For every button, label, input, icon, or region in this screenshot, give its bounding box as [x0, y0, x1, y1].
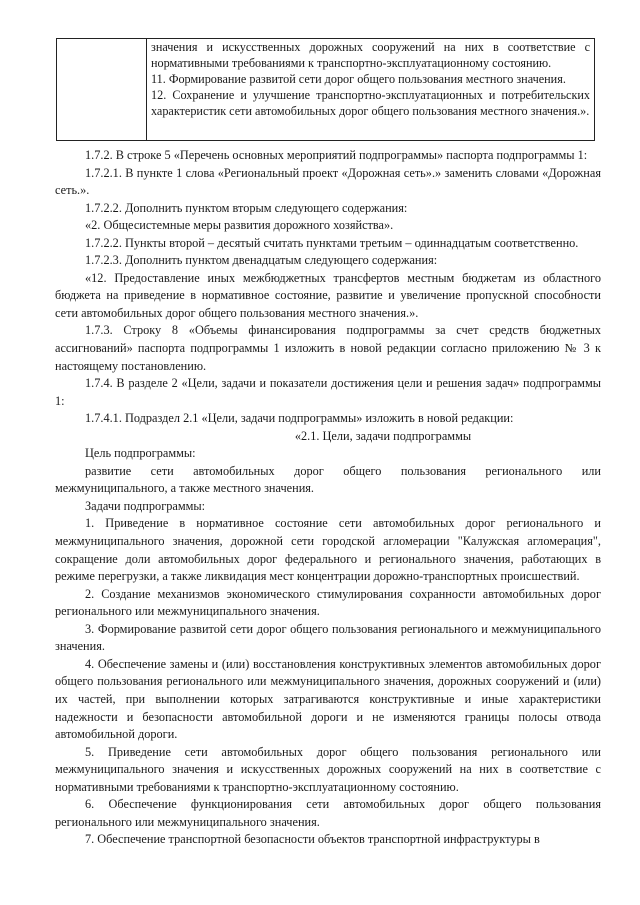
- paragraph: 1.7.2. В строке 5 «Перечень основных мероприятий подпрограммы» паспорта подпрограммы 1:: [85, 148, 588, 162]
- paragraph: 1.7.2.1. В пункте 1 слова «Региональный проект «Дорожная сеть».» заменить словами «Дорожная сеть.».: [55, 165, 601, 198]
- section-heading: «2.1. Цели, задачи подпрограммы: [294, 428, 472, 443]
- paragraph: Задачи подпрограммы:: [85, 498, 206, 513]
- paragraph: развитие сети автомобильных дорог общего пользования регионального или межмуниципального, а также местного значения.: [55, 463, 601, 496]
- paragraph: 1.7.4.1. Подраздел 2.1 «Цели, задачи подпрограммы» изложить в новой редакции:: [85, 411, 514, 426]
- paragraph: 1.7.2.2. Дополнить пунктом вторым следующего содержания:: [85, 200, 408, 215]
- paragraph: 1.7.4. В разделе 2 «Цели, задачи и показатели достижения цели и решения задач» подпрограммы 1:: [55, 376, 601, 408]
- table-line: 12. Сохранение и улучшение транспортно-эксплуатационных и потребительских характеристик сети автомобильных дорог общего пользования местного значения.».: [151, 88, 590, 118]
- table-empty-cell: [57, 39, 147, 140]
- paragraph: 6. Обеспечение функционирования сети автомобильных дорог общего пользования регионального или межмуниципального значения.: [55, 797, 601, 829]
- table-line: значения и искусственных дорожных сооружений на них в соответствие с нормативными требованиями к транспортно-эксплуатационному состоянию.: [151, 40, 590, 70]
- table-fragment: [56, 38, 595, 141]
- body-text: [55, 147, 601, 849]
- paragraph: 2. Создание механизмов экономического стимулирования сохранности автомобильных дорог регионального или межмуниципального значения.: [55, 586, 601, 619]
- paragraph: 7. Обеспечение транспортной безопасности объектов транспортной инфраструктуры в: [85, 832, 540, 847]
- paragraph: «2. Общесистемные меры развития дорожного хозяйства».: [85, 218, 394, 233]
- table-line: 11. Формирование развитой сети дорог общего пользования местного значения.: [151, 72, 566, 86]
- paragraph: 1. Приведение в нормативное состояние сети автомобильных дорог регионального и межмуниципального значения, дорожной сети городской агломерации "Калужская агломерация", сокращение доли автомобильных дорог федерального и регионального значения, работающих в режиме перегрузки, а также ликвидация мест концентрации дорожно-транспортных происшествий.: [55, 516, 601, 584]
- paragraph: «12. Предоставление иных межбюджетных трансфертов местным бюджетам из областного бюджета на приведение в нормативное состояние, развитие и увеличение пропускной способности сети автомобильных дорог общего пользования местного значения.».: [55, 270, 601, 320]
- paragraph: Цель подпрограммы:: [85, 446, 196, 461]
- table-text-cell: [151, 39, 590, 119]
- paragraph: 5. Приведение сети автомобильных дорог общего пользования регионального или межмуниципального значения и искусственных дорожных сооружений на них в соответствие с нормативными требованиями к транспортно-эксплуатационному состоянию.: [55, 744, 601, 794]
- paragraph: 1.7.2.2. Пункты второй – десятый считать пунктами третьим – одиннадцатым соответственно.: [85, 235, 579, 250]
- paragraph: 1.7.3. Строку 8 «Объемы финансирования подпрограммы за счет средств бюджетных ассигнований» паспорта подпрограммы 1 изложить в новой редакции согласно приложению № 3 к настоящему постановлению.: [55, 323, 601, 373]
- paragraph: 4. Обеспечение замены и (или) восстановления конструктивных элементов автомобильных дорог общего пользования регионального или межмуниципального значения, дорожных сооружений и (или) их частей, при выполнении которых затрагиваются конструктивные и иные характеристики надежности и безопасности автомобильной дороги и не изменяются границы полосы отвода автомобильной дороги.: [55, 656, 601, 742]
- paragraph: 1.7.2.3. Дополнить пунктом двенадцатым следующего содержания:: [85, 253, 438, 268]
- paragraph: 3. Формирование развитой сети дорог общего пользования регионального и межмуниципального значения.: [55, 621, 601, 654]
